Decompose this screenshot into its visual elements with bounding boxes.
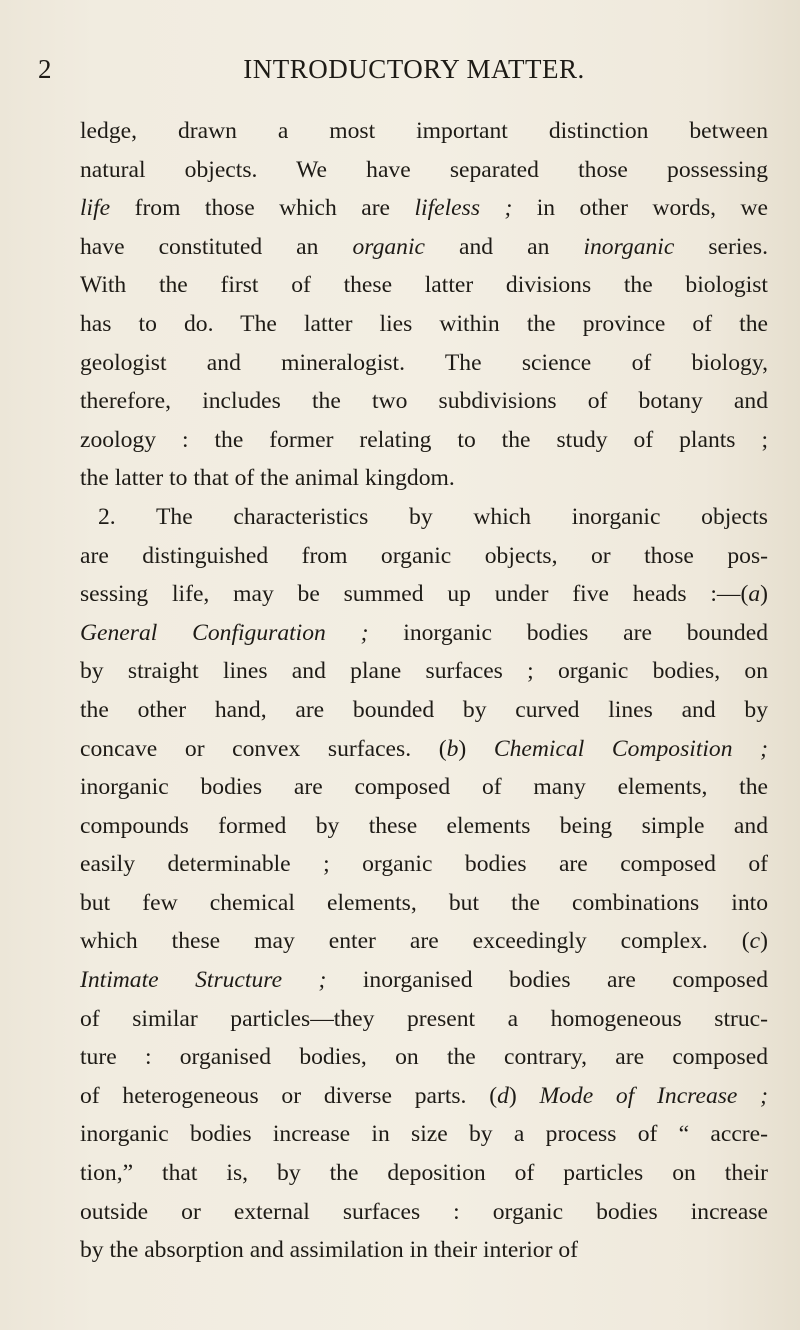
page-header: [38, 54, 762, 94]
text-line: the latter to that of the animal kingdom.: [80, 465, 455, 492]
text-line: Intimate Structure ; inorganised bodies are composed: [80, 967, 768, 994]
text-line: geologist and mineralogist. The science of biology,: [80, 349, 768, 376]
text-line: inorganic bodies are composed of many elements, the: [80, 774, 768, 801]
text-line: have constituted an organic and an inorganic series.: [80, 233, 768, 260]
text-line: by straight lines and plane surfaces ; organic bodies, on: [80, 658, 768, 685]
text-line: of heterogeneous or diverse parts. (d) Mode of Increase ;: [80, 1082, 768, 1109]
text-line: natural objects. We have separated those possessing: [80, 156, 768, 183]
italic-text: b: [446, 735, 459, 762]
italic-text: Mode of Increase ;: [539, 1082, 768, 1109]
italic-text: d: [497, 1082, 509, 1109]
italic-text: General Configuration ;: [80, 619, 369, 646]
text-line: General Configuration ; inorganic bodies are bounded: [80, 619, 768, 646]
text-line: are distinguished from organic objects, or those pos-: [80, 542, 768, 569]
italic-text: lifeless ;: [414, 195, 513, 222]
italic-text: life: [80, 195, 111, 222]
italic-text: Intimate Structure ;: [80, 967, 327, 994]
text-line: concave or convex surfaces. (b) Chemical Composition ;: [80, 735, 768, 762]
page-number: 2: [38, 54, 52, 84]
text-line: inorganic bodies increase in size by a process of “ accre-: [80, 1121, 768, 1148]
text-line: tion,” that is, by the deposition of particles on their: [80, 1160, 768, 1187]
body-text: [80, 112, 768, 1270]
italic-text: organic: [352, 233, 425, 260]
text-line: outside or external surfaces : organic bodies increase: [80, 1198, 768, 1225]
text-line: life from those which are lifeless ; in other words, we: [80, 195, 768, 222]
text-line: which these may enter are exceedingly complex. (c): [80, 928, 768, 955]
text-line: the other hand, are bounded by curved lines and by: [80, 696, 768, 723]
italic-text: inorganic: [583, 233, 675, 260]
text-line: of similar particles—they present a homogeneous struc-: [80, 1005, 768, 1032]
running-head: INTRODUCTORY MATTER.: [243, 54, 585, 84]
text-line: therefore, includes the two subdivisions of botany and: [80, 388, 768, 415]
text-line: easily determinable ; organic bodies are composed of: [80, 851, 768, 878]
text-line: ture : organised bodies, on the contrary, are composed: [80, 1044, 768, 1071]
text-line: ledge, drawn a most important distinction between: [80, 118, 768, 144]
text-line: 2. The characteristics by which inorganic objects: [98, 503, 768, 530]
text-line: compounds formed by these elements being simple and: [80, 812, 768, 839]
text-line: With the first of these latter divisions the biologist: [80, 272, 768, 299]
text-line: has to do. The latter lies within the province of the: [80, 310, 768, 337]
italic-text: Chemical Composition ;: [493, 735, 768, 762]
text-line: zoology : the former relating to the study of plants ;: [80, 426, 768, 453]
text-line: but few chemical elements, but the combinations into: [80, 889, 768, 916]
text-line: by the absorption and assimilation in their interior of: [80, 1237, 578, 1264]
italic-text: a: [748, 581, 761, 608]
italic-text: c: [749, 928, 761, 955]
text-line: sessing life, may be summed up under five heads :—(a): [80, 581, 768, 608]
